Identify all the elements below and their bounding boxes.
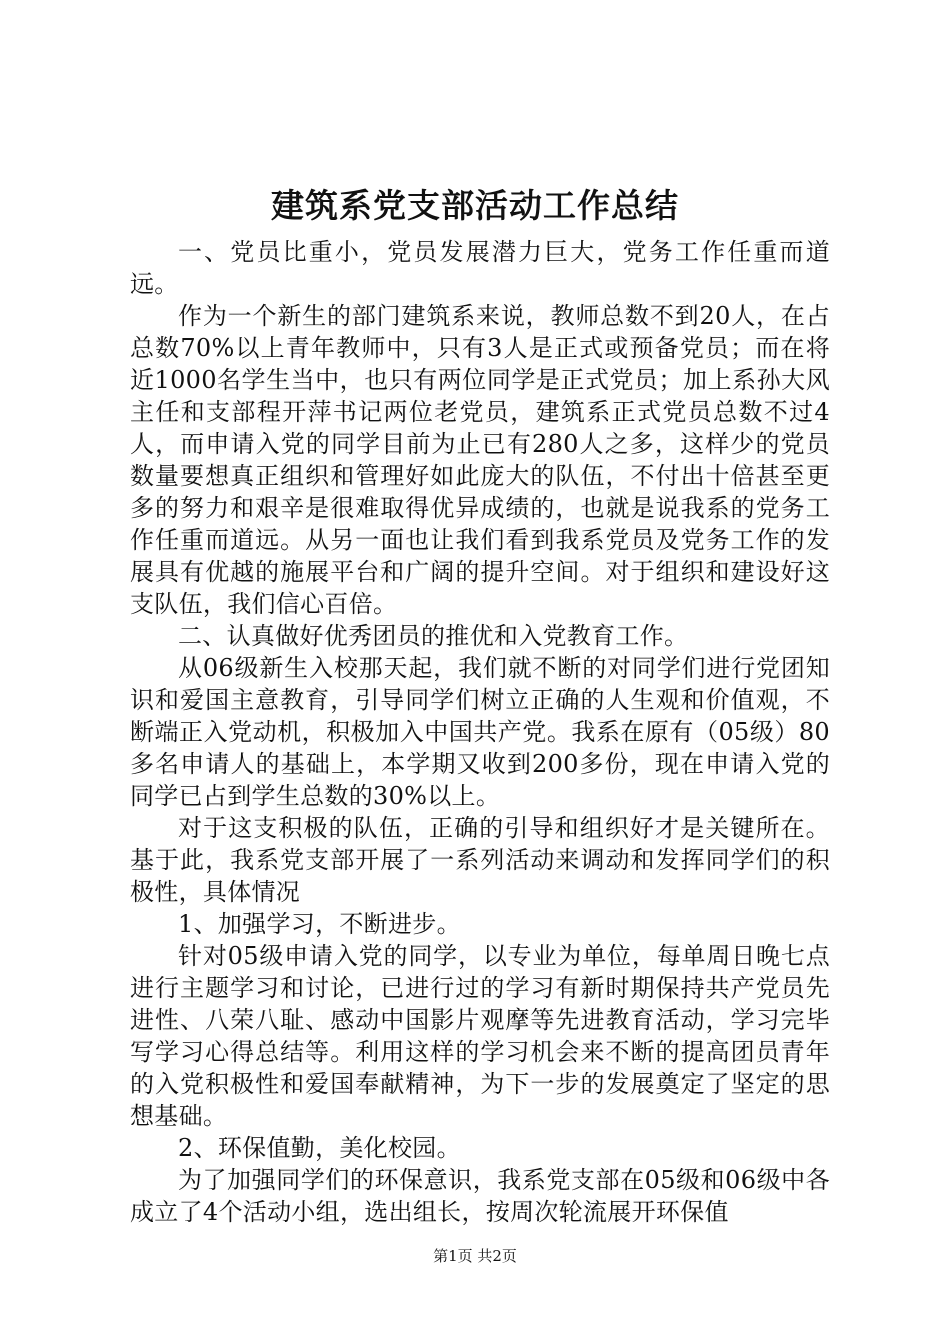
paragraph-section-2-heading: 二、认真做好优秀团员的推优和入党教育工作。 <box>178 622 689 650</box>
paragraph-guidance-intro: 对于这支积极的队伍，正确的引导和组织好才是关键所在。基于此，我系党支部开展了一系列活动来调动和发挥同学们的积极性，具体情况 <box>130 814 830 906</box>
paragraph-new-student-education: 从06级新生入校那天起，我们就不断的对同学们进行党团知识和爱国主意教育，引导同学们树立正确的人生观和价值观，不断端正入党动机，积极加入中国共产党。我系在原有（05级）80多名申请人的基础上，本学期又收到200多份，现在申请入党的同学已占到学生总数的30%以上。 <box>130 654 830 810</box>
paragraph-party-member-statistics: 作为一个新生的部门建筑系来说，教师总数不到20人，在占总数70%以上青年教师中，只有3人是正式或预备党员；而在将近1000名学生当中，也只有两位同学是正式党员；加上系孙大风主任和支部程开萍书记两位老党员，建筑系正式党员总数不过4人，而申请入党的同学目前为止已有280人之多，这样少的党员数量要想真正组织和管理好如此庞大的队伍，不付出十倍甚至更多的努力和艰辛是很难取得优异成绩的，也就是说我系的党务工作任重而道远。从另一面也让我们看到我系党员及党务工作的发展具有优越的施展平台和广阔的提升空间。对于组织和建设好这支队伍，我们信心百倍。 <box>130 302 830 618</box>
paragraph-environment-duty: 为了加强同学们的环保意识，我系党支部在05级和06级中各成立了4个活动小组，选出组长，按周次轮流展开环保值 <box>130 1166 830 1226</box>
paragraph-study-sessions: 针对05级申请入党的同学，以专业为单位，每单周日晚七点进行主题学习和讨论，已进行过的学习有新时期保持共产党员先进性、八荣八耻、感动中国影片观摩等先进教育活动，学习完毕写学习心得总结等。利用这样的学习机会来不断的提高团员青年的入党积极性和爱国奉献精神，为下一步的发展奠定了坚定的思想基础。 <box>130 942 830 1130</box>
paragraph-item-1-heading: 1、加强学习，不断进步。 <box>178 910 461 938</box>
paragraph-section-1-heading: 一、党员比重小，党员发展潜力巨大，党务工作任重而道远。 <box>130 238 830 298</box>
page-number-footer: 第1页 共2页 <box>433 1247 517 1265</box>
document-title: 建筑系党支部活动工作总结 <box>271 186 679 225</box>
paragraph-item-2-heading: 2、环保值勤，美化校园。 <box>178 1134 461 1162</box>
document-body <box>130 236 830 1228</box>
